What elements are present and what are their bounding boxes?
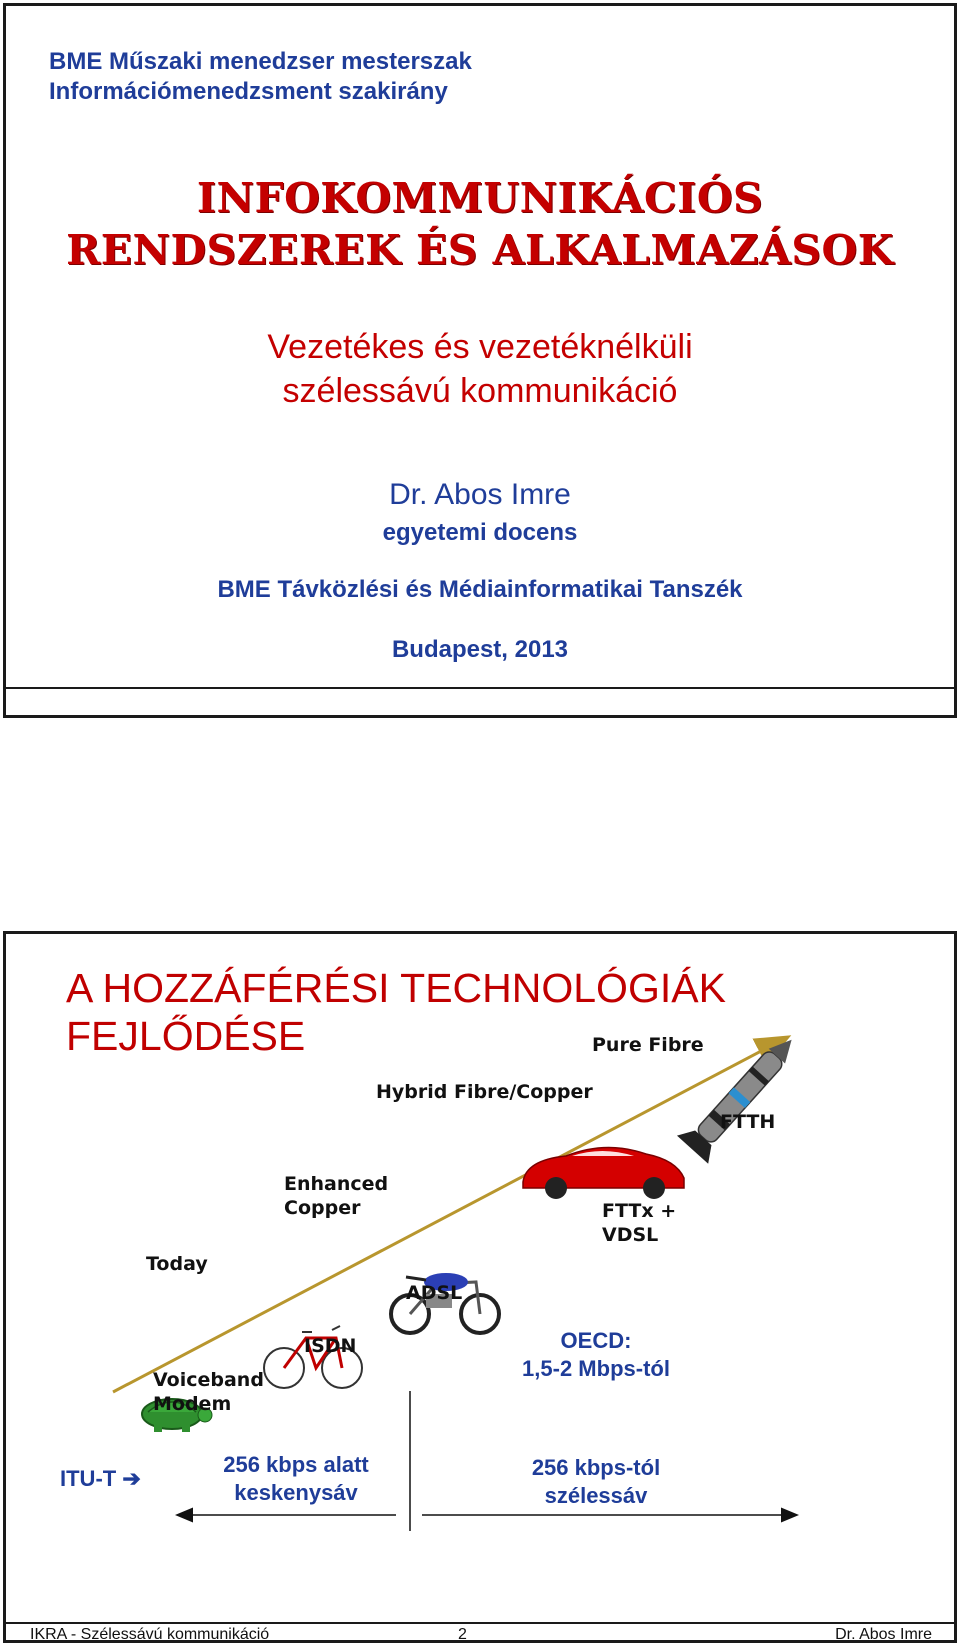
narrowband-note xyxy=(196,1451,396,1507)
oecd-line1: OECD: xyxy=(560,1328,632,1353)
sports-car-icon xyxy=(523,1147,684,1199)
label-ftth: FTTH xyxy=(720,1111,776,1133)
label-voiceband-line1: Voiceband xyxy=(153,1369,264,1391)
narrowband-line1: 256 kbps alatt xyxy=(223,1452,369,1477)
slide-title-line1: A HOZZÁFÉRÉSI TECHNOLÓGIÁK xyxy=(66,965,726,1011)
label-fttx-vdsl xyxy=(602,1199,676,1247)
access-tech-diagram xyxy=(6,934,954,1640)
main-title-line1: INFOKOMMUNIKÁCIÓS xyxy=(196,174,764,222)
footer-author: Dr. Abos Imre xyxy=(835,1626,932,1643)
department: BME Távközlési és Médiainformatikai Tanszék xyxy=(217,576,743,603)
broadband-line1: 256 kbps-tól xyxy=(531,1455,661,1480)
label-today: Today xyxy=(146,1253,208,1275)
broadband-line2: szélessáv xyxy=(544,1483,648,1508)
label-enhanced-line2: Copper xyxy=(284,1197,361,1219)
specialization-name: Információmenedzsment szakirány xyxy=(49,78,448,105)
course-name: BME Műszaki menedzser mesterszak xyxy=(49,48,472,75)
footer-course: IKRA - Szélessávú kommunikáció xyxy=(30,1626,270,1643)
label-fttx-line2: VDSL xyxy=(602,1224,659,1246)
content-slide xyxy=(3,931,957,1643)
slide-footer xyxy=(6,1622,954,1645)
author-name: Dr. Abos Imre xyxy=(389,478,571,511)
label-isdn: ISDN xyxy=(304,1335,357,1357)
label-adsl: ADSL xyxy=(406,1282,463,1304)
narrowband-line2: keskenysáv xyxy=(234,1480,358,1505)
author-role: egyetemi docens xyxy=(382,519,578,546)
subtitle-line2: szélessávú kommunikáció xyxy=(282,372,678,410)
broadband-note xyxy=(496,1454,696,1510)
oecd-note xyxy=(496,1327,696,1383)
slide-footer-divider xyxy=(6,687,954,689)
main-title-line2: RENDSZEREK ÉS ALKALMAZÁSOK xyxy=(66,226,894,274)
slide-title-line2: FEJLŐDÉSE xyxy=(66,1013,306,1059)
label-voiceband-modem xyxy=(153,1368,264,1416)
label-enhanced-copper xyxy=(284,1172,388,1220)
title-slide xyxy=(3,3,957,718)
place-year: Budapest, 2013 xyxy=(391,636,569,663)
subtitle-line1: Vezetékes és vezetéknélküli xyxy=(267,328,693,366)
label-fttx-line1: FTTx + xyxy=(602,1200,677,1222)
label-voiceband-line2: Modem xyxy=(153,1393,232,1415)
oecd-line2: 1,5-2 Mbps-tól xyxy=(522,1356,670,1381)
label-enhanced-line1: Enhanced xyxy=(284,1173,389,1195)
itu-label: ITU-T ➔ xyxy=(60,1466,141,1491)
label-hybrid: Hybrid Fibre/Copper xyxy=(376,1081,593,1103)
label-pure-fibre: Pure Fibre xyxy=(592,1034,704,1056)
footer-page-number: 2 xyxy=(458,1626,467,1643)
